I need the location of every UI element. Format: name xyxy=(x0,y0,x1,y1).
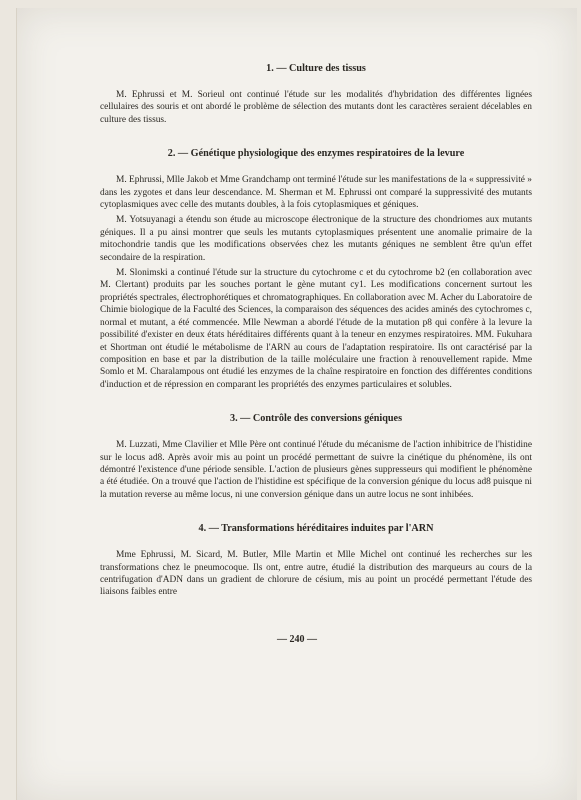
section-1-title: 1. — Culture des tissus xyxy=(266,63,366,74)
page-number: — 240 — xyxy=(277,634,317,645)
section-2-paragraph-1: M. Ephrussi, Mlle Jakob et Mme Grandchamp ont terminé l'étude sur les manifestations de la « suppressivité » dans les zygotes et dans leur descendance. M. Sherman et M. Ephrussi ont comparé la suppressivité des mutants cytoplasmiques avec celle des mutants doubles, à la fois cytoplasmiques et géniques. xyxy=(100,175,532,211)
section-3-paragraph-1: M. Luzzati, Mme Clavilier et Mlle Père ont continué l'étude du mécanisme de l'action inhibitrice de l'histidine sur le locus ad8. Après avoir mis au point un procédé permettant de suivre la cinétique du phénomène, ils ont démontré l'existence d'une période sensible. L'action de plusieurs gènes suppresseurs qui modifient le phénomène a été étudiée. On a trouvé que l'action de l'histidine est spécifique de la conversion génique du locus ad8 puisque ni la mutation reverse au même locus, ni une conversion génique dans un autre locus ne sont inhibées. xyxy=(100,440,532,500)
section-2-title: 2. — Génétique physiologique des enzymes respiratoires de la levure xyxy=(167,148,465,160)
section-2-paragraph-3: M. Slonimski a continué l'étude sur la structure du cytochrome c et du cytochrome b2 (en collaboration avec M. Clertant) produits par les souches portant le gène mutant cy1. Les modifications concernent surtout les propriétés spectrales, électrophorétiques et chromatographiques. En collaboration avec M. Acher du Laboratoire de Chimie biologique de la Faculté des Sciences, la comparaison des séquences des acides aminés des cytochromes c, normal et mutant, a été commencée. Mlle Newman a abordé l'étude de la mutation p8 qui confère à la levure la possibilité d'exister en deux états héréditaires différents quant à la teneur en enzymes respiratoires. MM. Fukuhara et Shortman ont étudié le métabolisme de l'ARN au cours de l'adaptation respiratoire. Ils ont caractérisé par la composition en base et par la distribution de la taille moléculaire une fraction à renouvellement rapide. Mme Somlo et M. Charalampous ont étudié les enzymes de la chaîne respiratoire en fonction des différentes conditions d'induction et de répression en comparant les propriétés des enzymes particulaires et solubles. xyxy=(100,268,532,390)
page-content xyxy=(100,63,532,599)
section-3-title: 3. — Contrôle des conversions géniques xyxy=(229,413,403,425)
section-2-paragraph-2: M. Yotsuyanagi a étendu son étude au microscope électronique de la structure des chondriomes aux mutants géniques. Il a pu ainsi montrer que seuls les mutants cytoplasmiques présentent une anomalie primaire de la mitochondrie tandis que les modifications observées chez les mutants géniques ne semblent être qu'un effet secondaire de la respiration. xyxy=(100,215,532,263)
section-4-paragraph-1: Mme Ephrussi, M. Sicard, M. Butler, Mlle Martin et Mlle Michel ont continué les recherches sur les transformations chez le pneumocoque. Ils ont, entre autre, étudié la distribution des marqueurs au cours de la centrifugation d'ADN dans un gradient de chlorure de césium, mis au point un procédé permettant l'étude des liaisons faibles entre xyxy=(100,550,532,598)
document-page xyxy=(16,8,577,800)
section-1-paragraph-1: M. Ephrussi et M. Sorieul ont continué l'étude sur les modalités d'hybridation des différentes lignées cellulaires des souris et ont abordé le problème de sélection des mutants dont les caractères seraient décelables en culture des tissus. xyxy=(100,90,532,125)
section-4-title: 4. — Transformations héréditaires induites par l'ARN xyxy=(198,523,434,535)
